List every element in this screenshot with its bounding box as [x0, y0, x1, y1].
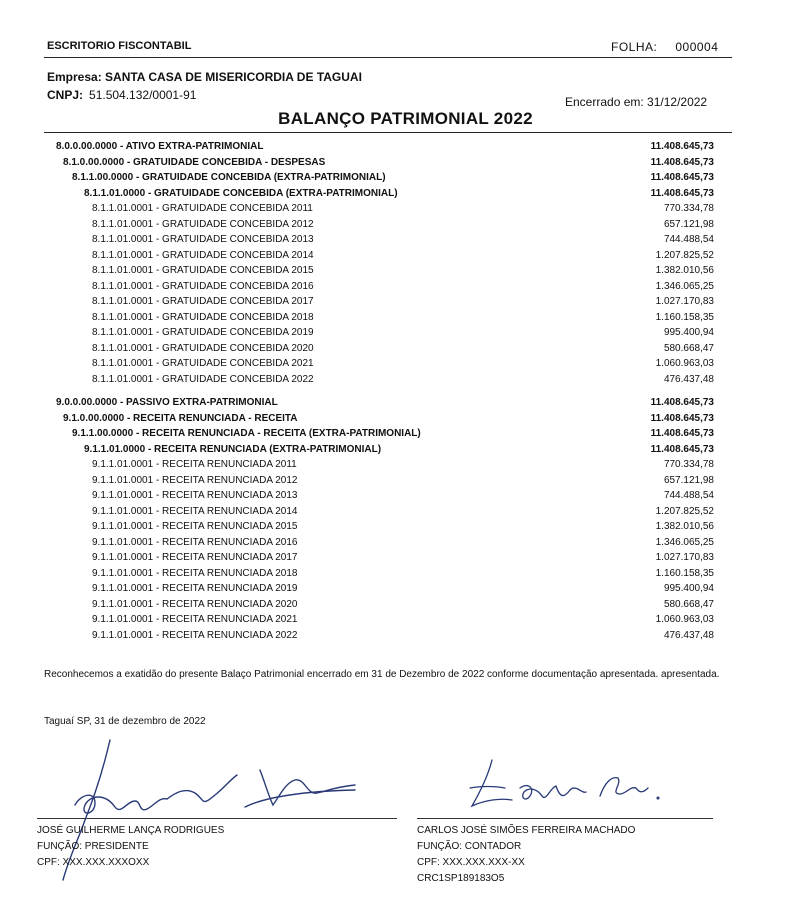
account-value: 1.060.963,03: [655, 614, 714, 625]
account-value: 1.160.158,35: [655, 311, 714, 323]
account-value: 580.668,47: [663, 342, 714, 354]
account-row: [0, 474, 811, 488]
sheet-value: 000004: [675, 40, 719, 54]
account-value: 1.382.010,56: [655, 521, 714, 532]
account-row: [0, 412, 811, 426]
account-label: 9.1.1.01.0001 - RECEITA RENUNCIADA 2015: [92, 521, 298, 532]
account-value: 744.488,54: [663, 490, 714, 501]
account-row: [0, 357, 811, 371]
account-label: 9.1.1.01.0001 - RECEITA RENUNCIADA 2013: [92, 490, 298, 501]
sheet-label: FOLHA:: [611, 40, 658, 54]
account-label: 8.1.1.01.0001 - GRATUIDADE CONCEBIDA 2011: [92, 203, 313, 214]
account-label: 8.1.1.01.0001 - GRATUIDADE CONCEBIDA 2016: [92, 280, 314, 292]
account-value: 11.408.645,73: [650, 428, 714, 439]
account-row: [0, 520, 811, 534]
account-value: 657.121,98: [663, 474, 714, 486]
account-label: 8.1.1.01.0001 - GRATUIDADE CONCEBIDA 2014: [92, 249, 314, 261]
signatory-right-crc: CRC1SP189183O5: [417, 873, 505, 884]
closing-date: Encerrado em: 31/12/2022: [565, 95, 708, 109]
account-label: 8.1.1.01.0001 - GRATUIDADE CONCEBIDA 2017: [92, 296, 314, 307]
cnpj-label: CNPJ:: [47, 88, 84, 102]
signature-right: [450, 748, 670, 828]
account-label: 8.1.1.01.0000 - GRATUIDADE CONCEBIDA (EXTRA-PATRIMONIAL): [84, 187, 398, 199]
account-label: 8.1.1.01.0001 - GRATUIDADE CONCEBIDA 2019: [92, 327, 314, 338]
company-cnpj: [47, 88, 196, 102]
statement-text: Reconhecemos a exatidão do presente Balaço Patrimonial encerrado em 31 de Dezembro de 2022 conforme documentação apresentada. apresentada.: [44, 669, 720, 680]
account-value: 11.408.645,73: [650, 412, 714, 424]
account-value: 476.437,48: [663, 373, 714, 385]
account-label: 9.1.1.01.0001 - RECEITA RENUNCIADA 2012: [92, 474, 298, 486]
account-value: 1.207.825,52: [655, 505, 714, 517]
account-label: 9.1.1.01.0001 - RECEITA RENUNCIADA 2018: [92, 567, 298, 579]
account-value: 11.408.645,73: [650, 443, 714, 455]
account-label: 8.1.1.01.0001 - GRATUIDADE CONCEBIDA 2015: [92, 265, 314, 276]
cnpj-value: 51.504.132/0001-91: [89, 88, 197, 102]
signatory-right-role: FUNÇÃO: CONTADOR: [417, 841, 522, 852]
signatory-right-cpf: CPF: XXX.XXX.XXX-XX: [417, 857, 525, 868]
account-label: 8.1.1.01.0001 - GRATUIDADE CONCEBIDA 2021: [92, 358, 314, 369]
account-label: 9.1.1.00.0000 - RECEITA RENUNCIADA - RECEITA (EXTRA-PATRIMONIAL): [72, 428, 421, 439]
account-row: [0, 396, 811, 410]
account-label: 8.1.1.01.0001 - GRATUIDADE CONCEBIDA 2018: [92, 311, 314, 323]
account-row: [0, 264, 811, 278]
place-date: Taguaí SP, 31 de dezembro de 2022: [44, 716, 206, 727]
account-value: 770.334,78: [663, 203, 714, 214]
account-value: 995.400,94: [663, 583, 714, 594]
account-label: 9.1.1.01.0001 - RECEITA RENUNCIADA 2016: [92, 536, 298, 548]
account-row: [0, 427, 811, 441]
account-value: 11.408.645,73: [650, 156, 714, 168]
account-row: [0, 505, 811, 519]
account-row: [0, 326, 811, 340]
signatory-left-cpf: CPF: XXX.XXX.XXXOXX: [37, 857, 150, 868]
signatory-left-role: FUNÇÃO: PRESIDENTE: [37, 841, 149, 852]
account-value: 1.207.825,52: [655, 249, 714, 261]
title-rule: [44, 132, 732, 133]
account-label: 8.1.1.00.0000 - GRATUIDADE CONCEBIDA (EXTRA-PATRIMONIAL): [72, 172, 386, 183]
page-title: BALANÇO PATRIMONIAL 2022: [278, 109, 533, 128]
account-row: [0, 280, 811, 294]
account-row: [0, 202, 811, 216]
account-label: 8.1.0.00.0000 - GRATUIDADE CONCEBIDA - DESPESAS: [63, 156, 326, 168]
account-value: 11.408.645,73: [650, 397, 714, 408]
account-row: [0, 489, 811, 503]
account-label: 8.1.1.01.0001 - GRATUIDADE CONCEBIDA 2012: [92, 218, 314, 230]
account-row: [0, 233, 811, 247]
company-name: Empresa: SANTA CASA DE MISERICORDIA DE TAGUAI: [47, 70, 362, 84]
account-row: [0, 311, 811, 325]
account-row: [0, 295, 811, 309]
account-label: 9.1.1.01.0001 - RECEITA RENUNCIADA 2011: [92, 459, 297, 470]
account-row: [0, 140, 811, 154]
account-value: 476.437,48: [663, 629, 714, 641]
account-row: [0, 342, 811, 356]
signatory-left-name: JOSÉ GUILHERME LANÇA RODRIGUES: [37, 825, 225, 836]
account-label: 8.1.1.01.0001 - GRATUIDADE CONCEBIDA 2013: [92, 234, 314, 245]
account-label: 9.1.1.01.0001 - RECEITA RENUNCIADA 2019: [92, 583, 298, 594]
signatory-right-name: CARLOS JOSÉ SIMÕES FERREIRA MACHADO: [417, 825, 636, 836]
signature-line-right: [417, 818, 713, 819]
account-row: [0, 373, 811, 387]
account-value: 995.400,94: [663, 327, 714, 338]
account-row: [0, 218, 811, 232]
account-value: 1.027.170,83: [655, 552, 714, 563]
account-row: [0, 567, 811, 581]
signatory-left: [37, 823, 224, 871]
account-label: 9.1.0.00.0000 - RECEITA RENUNCIADA - RECEITA: [63, 412, 298, 424]
account-value: 11.408.645,73: [650, 172, 714, 183]
account-label: 9.1.1.01.0001 - RECEITA RENUNCIADA 2020: [92, 598, 298, 610]
account-value: 1.027.170,83: [655, 296, 714, 307]
account-row: [0, 187, 811, 201]
account-value: 1.160.158,35: [655, 567, 714, 579]
account-label: 9.1.1.01.0001 - RECEITA RENUNCIADA 2022: [92, 629, 298, 641]
account-value: 11.408.645,73: [650, 141, 714, 152]
account-value: 580.668,47: [663, 598, 714, 610]
signature-left: [55, 735, 355, 895]
account-row: [0, 536, 811, 550]
account-label: 9.1.1.01.0000 - RECEITA RENUNCIADA (EXTRA-PATRIMONIAL): [84, 443, 382, 455]
account-row: [0, 551, 811, 565]
account-value: 1.060.963,03: [655, 358, 714, 369]
account-row: [0, 613, 811, 627]
account-value: 1.382.010,56: [655, 265, 714, 276]
account-row: [0, 156, 811, 170]
account-row: [0, 582, 811, 596]
account-value: 770.334,78: [663, 459, 714, 470]
account-label: 8.0.0.00.0000 - ATIVO EXTRA-PATRIMONIAL: [56, 141, 264, 152]
account-row: [0, 171, 811, 185]
signature-line-left: [37, 818, 397, 819]
account-value: 11.408.645,73: [650, 187, 714, 199]
account-label: 8.1.1.01.0001 - GRATUIDADE CONCEBIDA 2022: [92, 373, 314, 385]
account-value: 1.346.065,25: [655, 280, 714, 292]
account-value: 744.488,54: [663, 234, 714, 245]
account-value: 657.121,98: [663, 218, 714, 230]
account-label: 9.1.1.01.0001 - RECEITA RENUNCIADA 2021: [92, 614, 298, 625]
account-label: 9.1.1.01.0001 - RECEITA RENUNCIADA 2014: [92, 505, 298, 517]
account-row: [0, 249, 811, 263]
account-row: [0, 443, 811, 457]
signatory-right: [417, 823, 635, 887]
firm-name: ESCRITORIO FISCONTABIL: [47, 40, 192, 52]
account-label: 9.0.0.00.0000 - PASSIVO EXTRA-PATRIMONIAL: [56, 397, 278, 408]
header-rule: [44, 57, 732, 58]
account-row: [0, 458, 811, 472]
sheet-number: [611, 40, 718, 54]
account-label: 9.1.1.01.0001 - RECEITA RENUNCIADA 2017: [92, 552, 298, 563]
account-value: 1.346.065,25: [655, 536, 714, 548]
account-label: 8.1.1.01.0001 - GRATUIDADE CONCEBIDA 2020: [92, 342, 314, 354]
account-row: [0, 598, 811, 612]
account-row: [0, 629, 811, 643]
